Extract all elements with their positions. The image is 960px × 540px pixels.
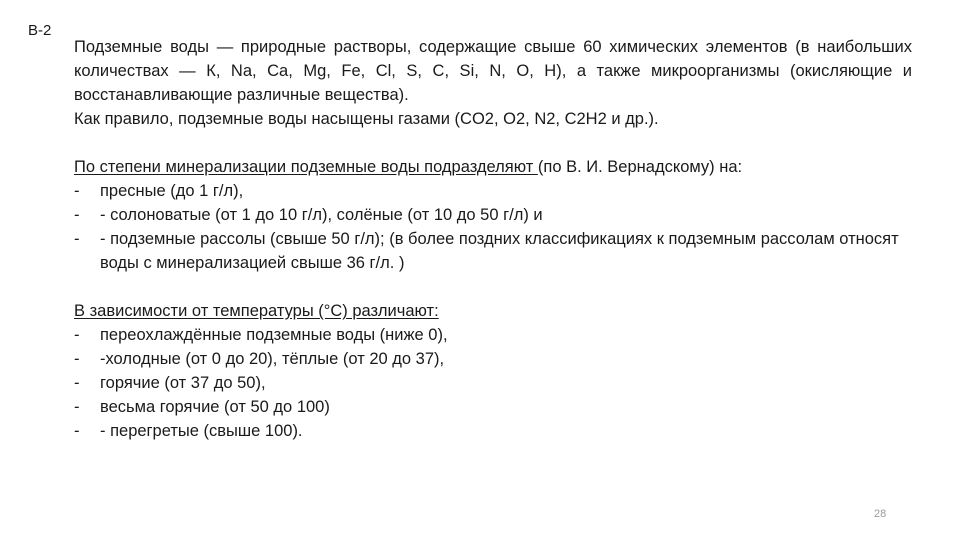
temperature-item-cold-warm: -холодные (от 0 до 20), тёплые (от 20 до 37), <box>100 350 445 368</box>
mineralization-item-brines: - подземные рассолы (свыше 50 г/л); (в более поздних классификациях к подземным рассолам относят воды с минерализацией свыше 36 г/л. ) <box>100 230 899 272</box>
list-item <box>74 227 912 275</box>
intro-definition: Подземные воды — природные растворы, содержащие свыше 60 химических элементов (в наибольших количествах — К, Na, Ca, Mg, Fe, Cl, S, C, Si, N, O, H), а также микроорганизмы (окисляющие и восстанавливающие различные вещества). <box>74 38 912 104</box>
mineralization-list <box>74 179 912 275</box>
temperature-item-superheated: - перегретые (свыше 100). <box>100 422 303 440</box>
temperature-item-very-hot: весьма горячие (от 50 до 100) <box>100 398 330 416</box>
bullet-dash: - <box>74 182 80 200</box>
intro-gases: Как правило, подземные воды насыщены газами (CO2, O2, N2, C2H2 и др.). <box>74 110 659 128</box>
section-spacer <box>74 131 912 155</box>
list-item <box>74 203 912 227</box>
bullet-dash: - <box>74 230 80 248</box>
list-item <box>74 371 912 395</box>
mineralization-item-brackish: - солоноватые (от 1 до 10 г/л), солёные (от 10 до 50 г/л) и <box>100 206 543 224</box>
slide-label: В-2 <box>28 22 52 39</box>
bullet-dash: - <box>74 206 80 224</box>
list-item <box>74 395 912 419</box>
list-item <box>74 179 912 203</box>
list-item <box>74 419 912 443</box>
mineralization-heading <box>74 155 912 179</box>
bullet-dash: - <box>74 374 80 392</box>
temperature-heading-underlined: В зависимости от температуры (°С) различают: <box>74 302 439 320</box>
temperature-list <box>74 323 912 443</box>
bullet-dash: - <box>74 422 80 440</box>
bullet-dash: - <box>74 326 80 344</box>
temperature-item-hot: горячие (от 37 до 50), <box>100 374 266 392</box>
page-number: 28 <box>874 508 887 520</box>
bullet-dash: - <box>74 398 80 416</box>
section-spacer <box>74 275 912 299</box>
list-item <box>74 323 912 347</box>
temperature-heading <box>74 299 912 323</box>
bullet-dash: - <box>74 350 80 368</box>
mineralization-item-fresh: пресные (до 1 г/л), <box>100 182 244 200</box>
slide-content <box>74 35 912 443</box>
temperature-item-supercooled: переохлаждённые подземные воды (ниже 0), <box>100 326 448 344</box>
list-item <box>74 347 912 371</box>
mineralization-heading-rest: (по В. И. Вернадскому) на: <box>537 158 743 176</box>
mineralization-heading-underlined: По степени минерализации подземные воды подразделяют <box>74 158 538 176</box>
